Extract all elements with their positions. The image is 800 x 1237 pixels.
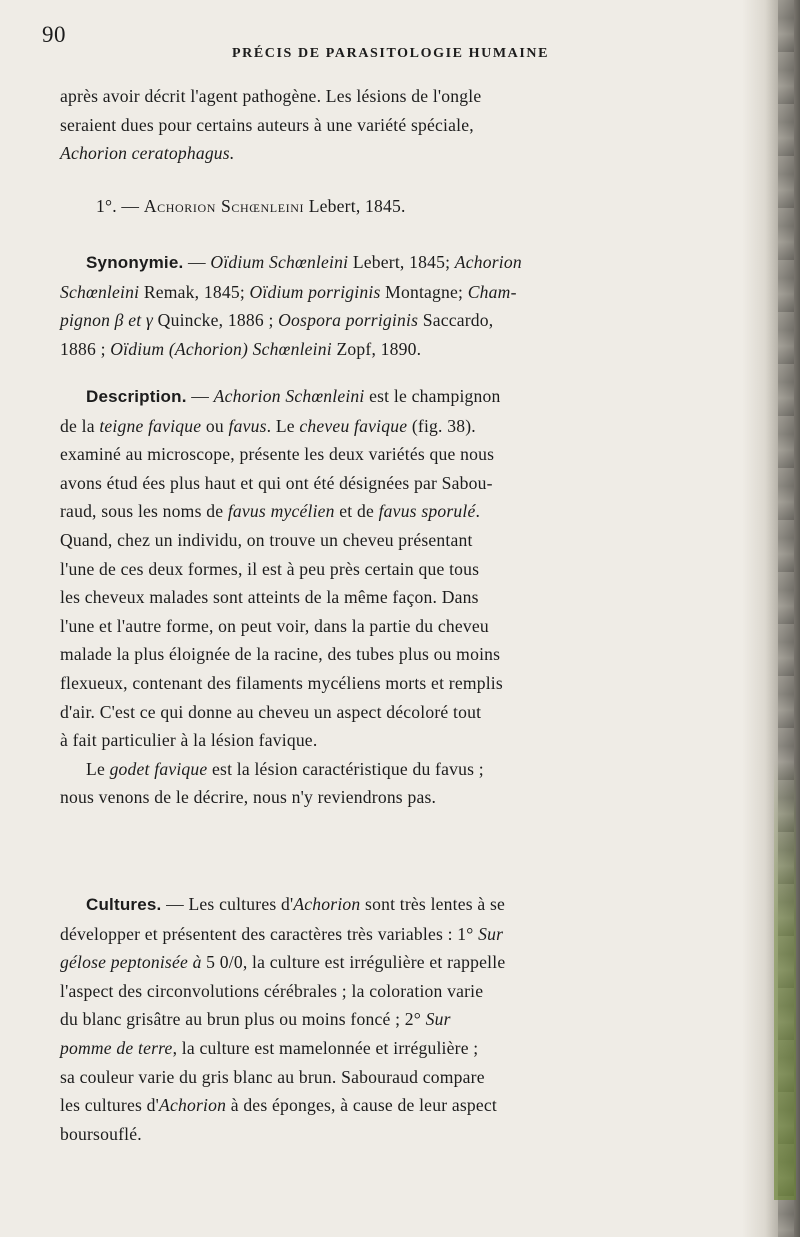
text-line: d'air. C'est ce qui donne au cheveu un aspect décoloré tout bbox=[60, 701, 482, 722]
text-line: gélose peptonisée à 5 0/0, la culture est irrégulière et rappelle bbox=[60, 952, 506, 973]
cultures-paragraph bbox=[60, 890, 754, 1148]
page-number: 90 bbox=[42, 22, 66, 47]
text-line: pignon β et γ Quincke, 1886 ; Oospora porriginis Saccardo, bbox=[60, 310, 494, 331]
text-line: examiné au microscope, présente les deux variétés que nous bbox=[60, 444, 495, 465]
synonymy-heading: Synonymie. bbox=[86, 253, 184, 272]
text-line: avons étud ées plus haut et qui ont été désignées par Sabou- bbox=[60, 472, 493, 493]
text-line: Cultures. — Les cultures d'Achorion sont très lentes à se bbox=[86, 894, 506, 914]
intro-paragraph bbox=[60, 82, 754, 168]
description-paragraph bbox=[60, 382, 754, 812]
running-head: PRÉCIS DE PARASITOLOGIE HUMAINE bbox=[232, 46, 550, 61]
text-line: seraient dues pour certains auteurs à une variété spéciale, bbox=[60, 114, 474, 135]
synonymy-paragraph bbox=[60, 248, 754, 363]
text-line: après avoir décrit l'agent pathogène. Les lésions de l'ongle bbox=[60, 86, 482, 106]
text-line: à fait particulier à la lésion favique. bbox=[60, 730, 318, 751]
text-line: boursouflé. bbox=[60, 1123, 142, 1144]
section-number: 1°. — bbox=[96, 196, 144, 216]
text-line: l'une de ces deux formes, il est à peu près certain que tous bbox=[60, 558, 480, 579]
text-line: raud, sous les noms de favus mycélien et de favus sporulé. bbox=[60, 501, 481, 522]
text-line: Description. — Achorion Schœnleini est le champignon bbox=[86, 386, 501, 406]
text-line: 1886 ; Oïdium (Achorion) Schœnleini Zopf, 1890. bbox=[60, 338, 422, 359]
cultures-heading: Cultures. bbox=[86, 895, 162, 914]
text-line: sa couleur varie du gris blanc au brun. Sabouraud compare bbox=[60, 1066, 485, 1087]
text-line bbox=[60, 139, 754, 168]
text-line: les cheveux malades sont atteints de la même façon. Dans bbox=[60, 587, 479, 608]
text-line: du blanc grisâtre au brun plus ou moins foncé ; 2° Sur bbox=[60, 1009, 451, 1030]
text-line: les cultures d'Achorion à des éponges, à cause de leur aspect bbox=[60, 1095, 498, 1116]
text-line: pomme de terre, la culture est mamelonnée et irrégulière ; bbox=[60, 1037, 479, 1058]
text-line: malade la plus éloignée de la racine, des tubes plus ou moins bbox=[60, 644, 501, 665]
section-heading bbox=[96, 192, 790, 221]
description-heading: Description. bbox=[86, 387, 187, 406]
text-line: l'aspect des circonvolutions cérébrales ; la coloration varie bbox=[60, 980, 484, 1001]
text-line: développer et présentent des caractères très variables : 1° Sur bbox=[60, 923, 504, 944]
section-name: Achorion Schœnleini bbox=[143, 196, 305, 216]
text-line: l'une et l'autre forme, on peut voir, dans la partie du cheveu bbox=[60, 615, 489, 636]
binding-stain bbox=[774, 760, 796, 1200]
text-line: Quand, chez un individu, on trouve un cheveu présentant bbox=[60, 529, 473, 550]
text-line: nous venons de le décrire, nous n'y reviendrons pas. bbox=[60, 787, 437, 808]
text-line: Synonymie. — Oïdium Schœnleini Lebert, 1845; Achorion bbox=[86, 252, 522, 272]
text-line: flexueux, contenant des filaments mycéliens morts et remplis bbox=[60, 672, 503, 693]
text-line: Le godet favique est la lésion caractéristique du favus ; bbox=[86, 758, 484, 779]
section-author: Lebert, 1845. bbox=[304, 196, 406, 216]
text-line: Schœnleini Remak, 1845; Oïdium porriginis Montagne; Cham- bbox=[60, 281, 517, 302]
species-name: Achorion ceratophagus. bbox=[60, 143, 235, 164]
text-line: de la teigne favique ou favus. Le cheveu favique (fig. 38). bbox=[60, 415, 476, 436]
